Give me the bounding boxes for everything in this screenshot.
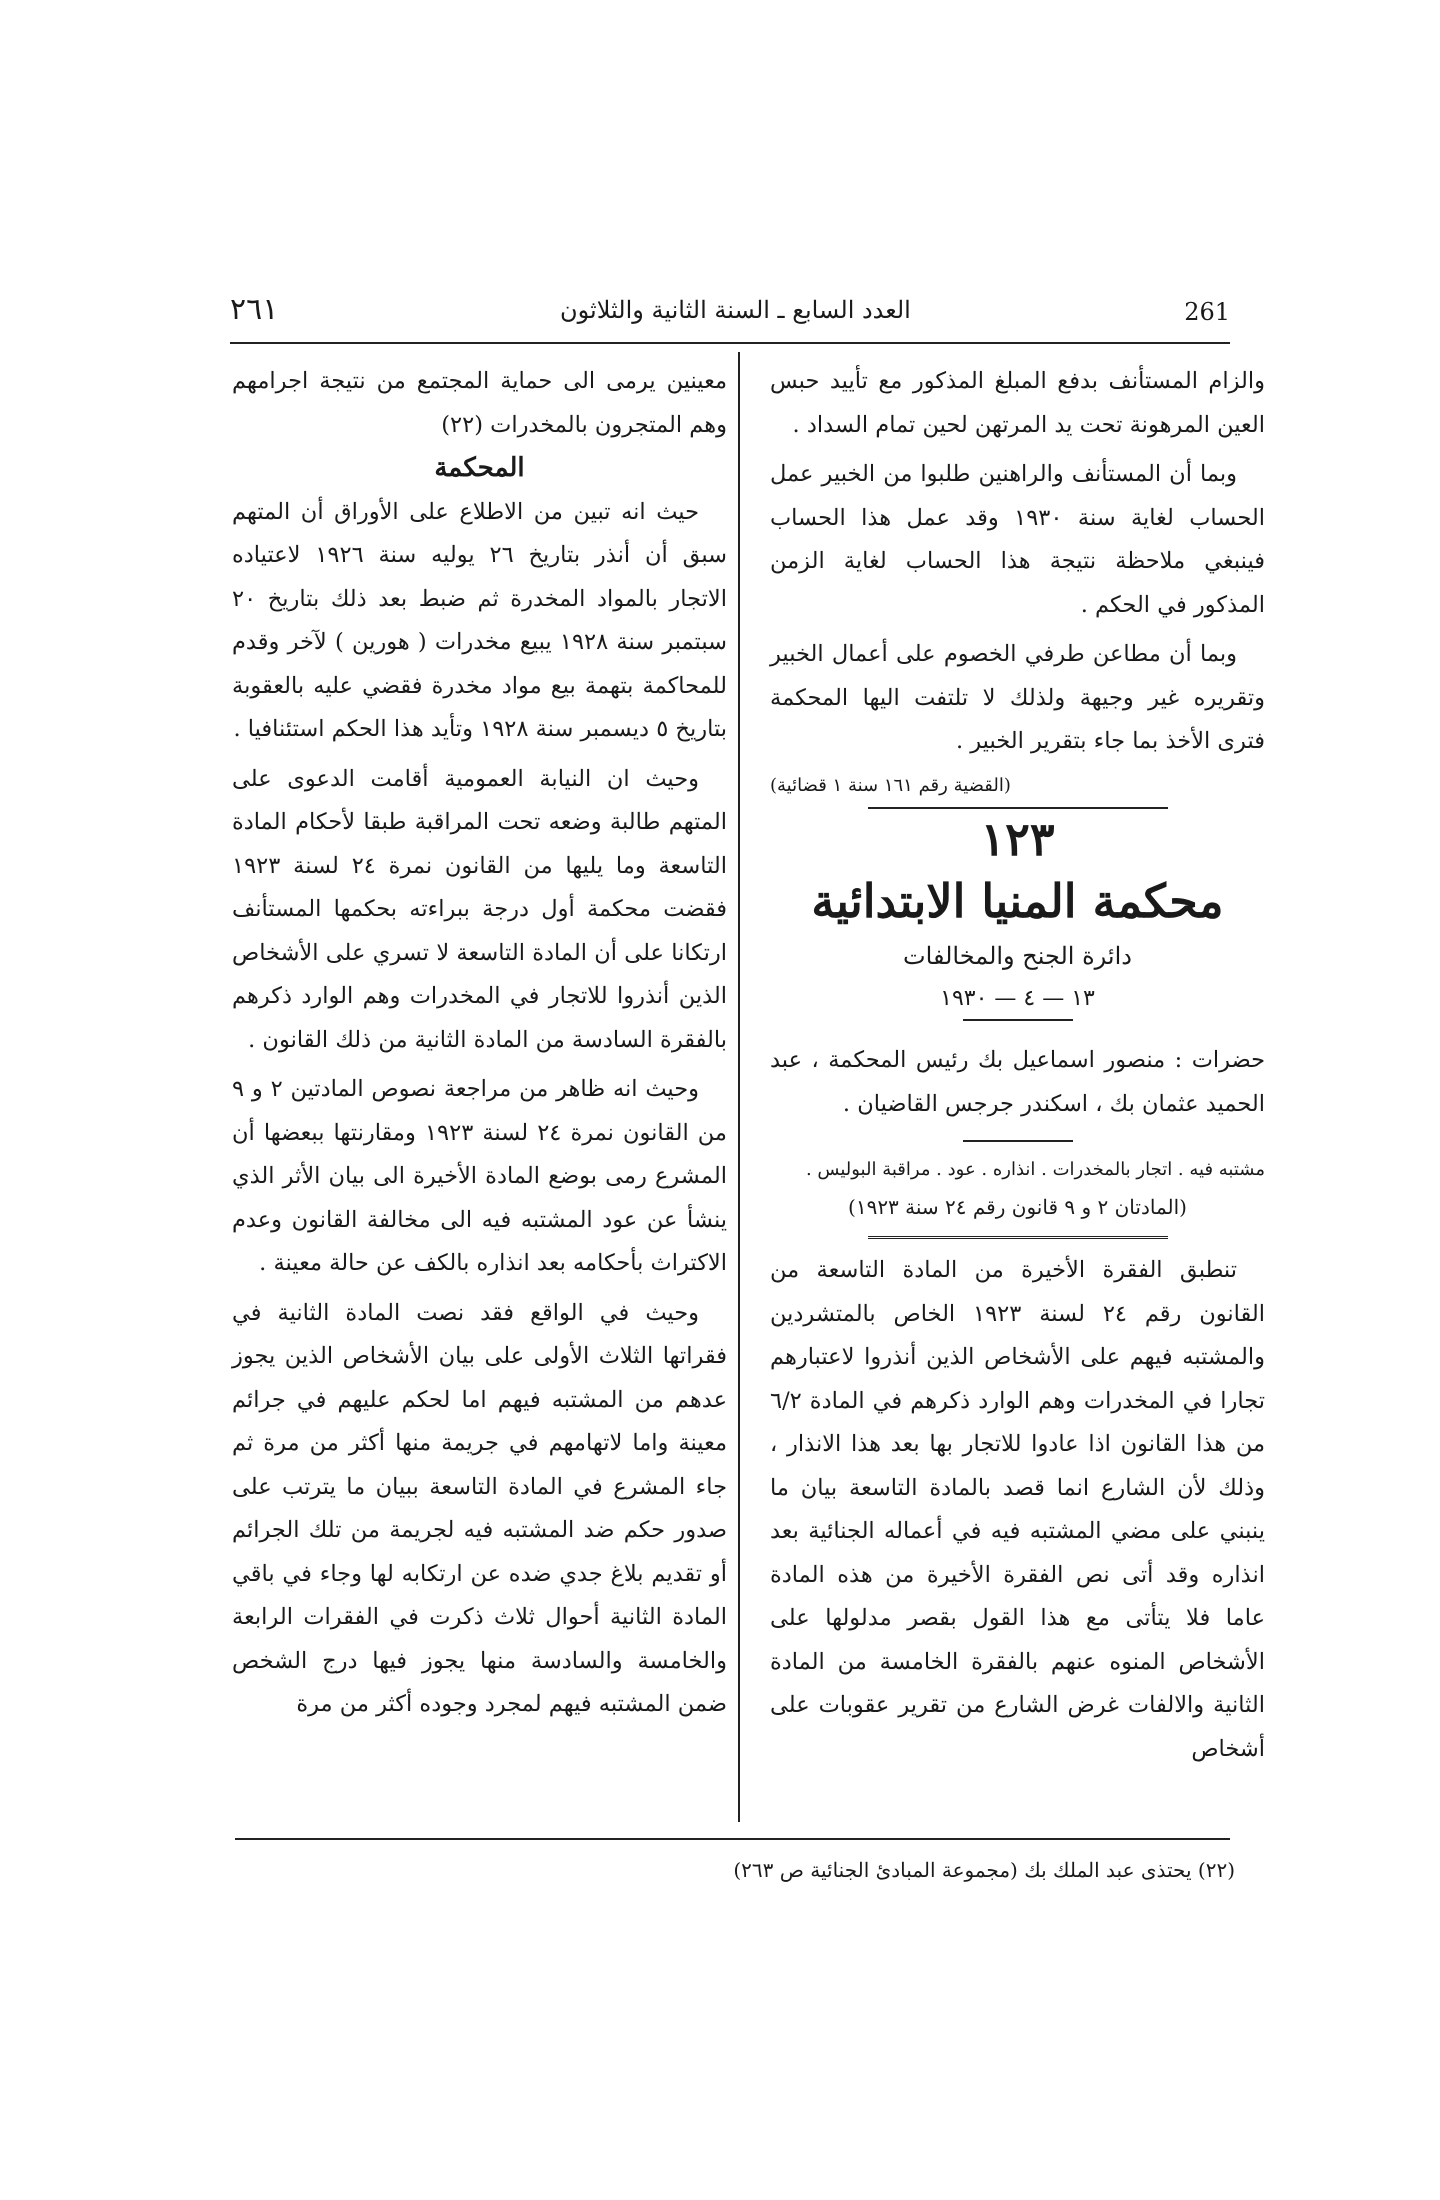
left-column	[232, 360, 727, 1727]
page-header	[230, 286, 1230, 336]
judgment-date: ١٣ — ٤ — ١٩٣٠	[940, 986, 1095, 1011]
right-paragraph-3: وبما أن مطاعن طرفي الخصوم على أعمال الخبير وتقريره غير وجيهة ولذلك لا تلتفت اليها المحكمة فترى الأخذ بما جاء بتقرير الخبير .	[770, 641, 1265, 754]
column-divider	[738, 352, 740, 1822]
case-number: ١٢٣	[980, 812, 1055, 866]
page-number-arabic: ٢٦١	[230, 292, 279, 327]
keywords: مشتبه فيه . اتجار بالمخدرات . انذاره . عود . مراقبة البوليس .	[805, 1159, 1265, 1180]
articles-reference: (المادتان ٢ و ٩ قانون رقم ٢٤ سنة ١٩٢٣)	[848, 1195, 1187, 1219]
court-name: محكمة المنيا الابتدائية	[811, 874, 1224, 928]
header-rule	[230, 342, 1230, 344]
issue-title: العدد السابع ـ السنة الثانية والثلاثون	[560, 296, 911, 324]
date-rule	[963, 1019, 1073, 1021]
left-paragraph-3: وحيث ان النيابة العمومية أقامت الدعوى على المتهم طالبة وضعه تحت المراقبة طبقا لأحكام المادة التاسعة وما يليها من القانون نمرة ٢٤ لسنة ١٩٢٣ فقضت محكمة أول درجة ببراءته بحكمها المستأنف ارتكانا على أن المادة التاسعة لا تسري على الأشخاص الذين أنذروا للاتجار في المخدرات وهم الوارد ذكرهم بالفقرة السادسة من المادة الثانية من ذلك القانون .	[232, 765, 728, 1053]
case-reference: (القضية رقم ١٦١ سنة ١ قضائية)	[770, 774, 1011, 796]
footnote: (٢٢) يحتذى عبد الملك بك (مجموعة المبادئ الجنائية ص ٢٦٣)	[733, 1858, 1235, 1882]
court-heading: المحكمة	[434, 453, 525, 483]
page-number-latin: 261	[1184, 298, 1230, 326]
bench-rule	[963, 1140, 1073, 1142]
left-paragraph-1: معينين يرمى الى حماية المجتمع من نتيجة اجرامهم وهم المتجرون بالمخدرات (٢٢)	[232, 368, 727, 438]
right-column	[770, 360, 1265, 1771]
principle-separator	[868, 1236, 1168, 1239]
left-paragraph-2: حيث انه تبين من الاطلاع على الأوراق أن المتهم سبق أن أنذر بتاريخ ٢٦ يوليه سنة ١٩٢٦ لاعتياده الاتجار بالمواد المخدرة ثم ضبط بعد ذلك بتاريخ ٢٠ سبتمبر سنة ١٩٢٨ يبيع مخدرات ( هورين ) لآخر وقدم للمحاكمة بتهمة بيع مواد مخدرة فقضي عليه بالعقوبة بتاريخ ٥ ديسمبر سنة ١٩٢٨ وتأيد هذا الحكم استئنافيا .	[232, 498, 727, 742]
legal-principle: تنطبق الفقرة الأخيرة من المادة التاسعة من القانون رقم ٢٤ لسنة ١٩٢٣ الخاص بالمتشردين والمشتبه فيهم على الأشخاص الذين أنذروا لاعتبارهم تجارا في المخدرات وهم الوارد ذكرهم في المادة ٦/٢ من هذا القانون اذا عادوا للاتجار بها بعد هذا الانذار ، وذلك لأن الشارع انما قصد بالمادة التاسعة بيان ما ينبني على مضي المشتبه فيه في أعماله الجنائية بعد انذاره وقد أتى نص الفقرة الأخيرة من هذه المادة عاما فلا يتأتى مع هذا القول بقصر مدلولها على الأشخاص المنوه عنهم بالفقرة الخامسة من المادة الثانية والالفات غرض الشارع من تقرير عقوبات على أشخاص	[770, 1257, 1265, 1762]
right-paragraph-2: وبما أن المستأنف والراهنين طلبوا من الخبير عمل الحساب لغاية سنة ١٩٣٠ وقد عمل هذا الحساب فينبغي ملاحظة نتيجة هذا الحساب لغاية الزمن المذكور في الحكم .	[770, 461, 1265, 618]
left-paragraph-4: وحيث انه ظاهر من مراجعة نصوص المادتين ٢ و ٩ من القانون نمرة ٢٤ لسنة ١٩٢٣ ومقارنتها ببعضها أن المشرع رمى بوضع المادة الأخيرة الى بيان الأثر الذي ينشأ عن عود المشتبه فيه الى مخالفة القانون وعدم الاكتراث بأحكامه بعد انذاره بالكف عن حالة معينة .	[232, 1076, 727, 1276]
left-paragraph-5: وحيث في الواقع فقد نصت المادة الثانية في فقراتها الثلاث الأولى على بيان الأشخاص الذين يجوز عدهم من المشتبه فيهم اما لحكم عليهم في جرائم معينة واما لاتهامهم في جريمة منها أكثر من مرة ثم جاء المشرع في المادة التاسعة ببيان ما يترتب على صدور حكم ضد المشتبه فيه لجريمة من تلك الجرائم أو تقديم بلاغ جدي ضده عن ارتكابه لها وجاء في باقي المادة الثانية أحوال ثلاث ذكرت في الفقرات الرابعة والخامسة والسادسة منها يجوز فيها درج الشخص ضمن المشتبه فيهم لمجرد وجوده أكثر من مرة	[232, 1299, 727, 1717]
footnote-rule	[235, 1838, 1230, 1840]
bench-members: حضرات : منصور اسماعيل بك رئيس المحكمة ، عبد الحميد عثمان بك ، اسكندر جرجس القاضيان .	[770, 1047, 1265, 1117]
court-circuit: دائرة الجنح والمخالفات	[903, 942, 1132, 970]
right-paragraph-1: والزام المستأنف بدفع المبلغ المذكور مع تأييد حبس العين المرهونة تحت يد المرتهن لحين تمام السداد .	[770, 368, 1265, 438]
